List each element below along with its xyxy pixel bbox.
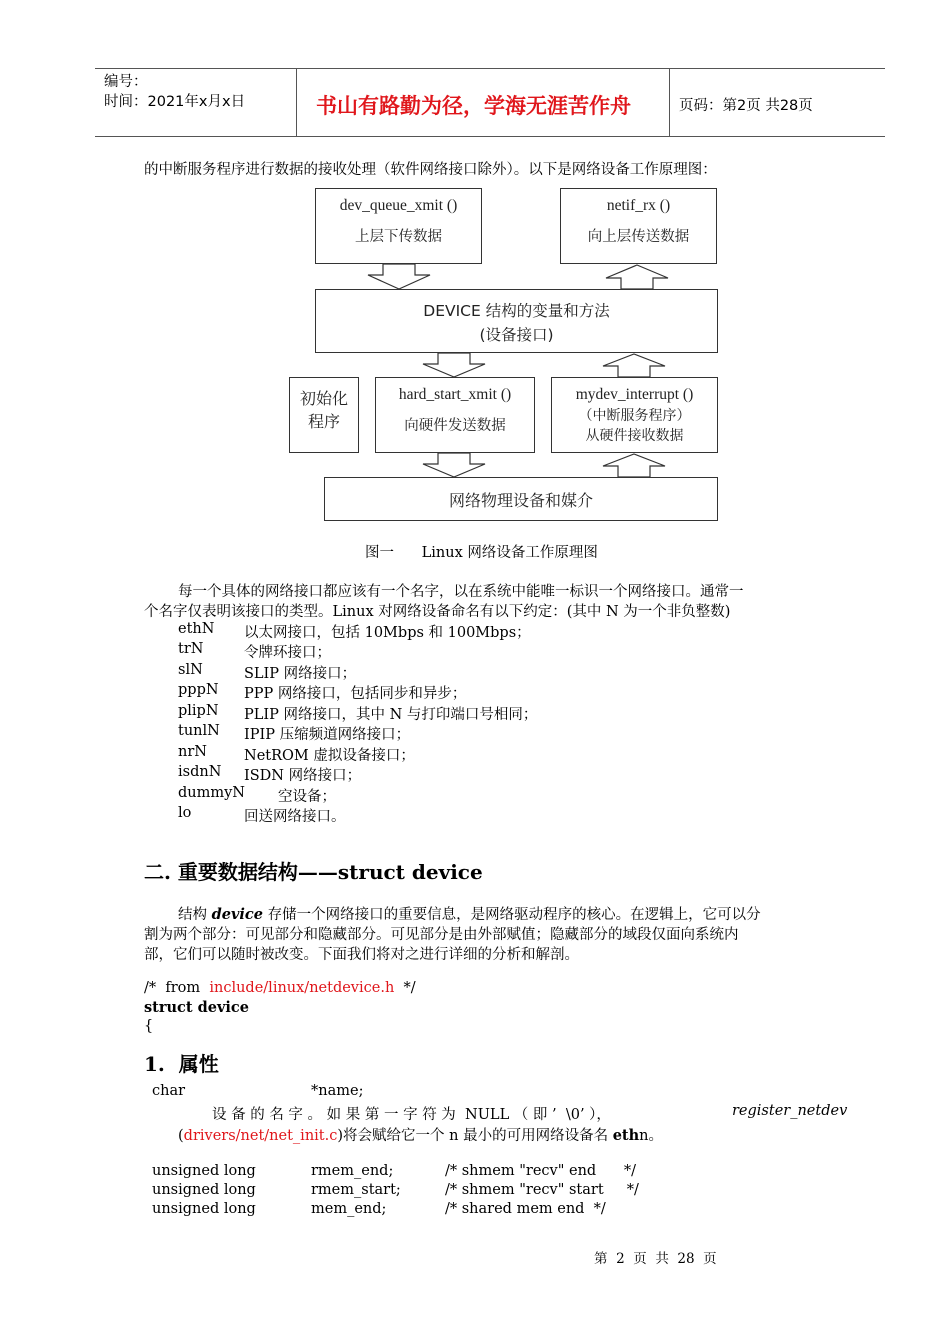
- box-netif-rx-desc: 向上层传送数据: [587, 229, 690, 245]
- header-top-rule: [95, 68, 885, 69]
- box-physical-text: 网络物理设备和媒介: [448, 491, 593, 510]
- field-name: rmem_start;: [311, 1182, 401, 1198]
- section2-title: 二. 重要数据结构——struct device: [144, 860, 483, 884]
- box-device-line1: DEVICE 结构的变量和方法: [423, 302, 610, 320]
- desc-line1: 设 备 的 名 字 。 如 果 第 一 字 符 为 NULL （ 即 ’ \0’ ），: [212, 1107, 611, 1123]
- para2-line3: 部，它们可以随时被改变。下面我们将对之进行详细的分析和解剖。: [144, 947, 579, 963]
- desc-line2-path: drivers/net/net_init.c: [183, 1128, 338, 1144]
- box-physical-device: [324, 477, 718, 521]
- box-netif-rx-fn: netif_rx (): [606, 197, 671, 214]
- para1-line1: 每一个具体的网络接口都应该有一个名字，以在系统中能唯一标识一个网络接口。通常一: [178, 584, 744, 600]
- para1-line2: 个名字仅表明该接口的类型。Linux 对网络设备命名有以下约定：(其中 N 为一个非负整数): [144, 604, 731, 620]
- box-init-line2: 程序: [307, 412, 340, 431]
- box-dev-queue-xmit: [315, 188, 482, 264]
- box-device-line2: (设备接口): [479, 326, 554, 344]
- naming-desc: 空设备；: [278, 789, 336, 805]
- desc-line2-open: (: [178, 1128, 184, 1144]
- arrow-down-3: [421, 453, 487, 478]
- naming-name: trN: [178, 641, 204, 657]
- naming-name: dummyN: [178, 785, 245, 801]
- field-comment: /* shmem "recv" start */: [445, 1182, 639, 1198]
- subsection1-title: 1. 属性: [144, 1052, 219, 1076]
- field-type: unsigned long: [152, 1163, 256, 1179]
- header-divider-left: [296, 68, 297, 136]
- para2-line1-em: device: [211, 906, 263, 923]
- code-comment: [144, 980, 416, 996]
- naming-name: nrN: [178, 744, 207, 760]
- field-comment: /* shared mem end */: [445, 1201, 606, 1217]
- arrow-up-3: [601, 453, 667, 478]
- box-hard-start-xmit: [375, 377, 535, 453]
- box-netif-rx: [560, 188, 717, 264]
- struct-decl: struct device: [144, 999, 249, 1016]
- open-brace: {: [144, 1018, 154, 1034]
- para2-line1-post: 存储一个网络接口的重要信息，是网络驱动程序的核心。在逻辑上，它可以分: [262, 907, 761, 923]
- page-footer: 第 2 页 共 28 页: [594, 1251, 717, 1267]
- para2-line1-pre: 结构: [178, 907, 212, 923]
- code-comment-post: */: [394, 980, 416, 996]
- naming-desc: 以太网接口，包括 10Mbps 和 100Mbps；: [244, 625, 531, 641]
- para2-line1: [178, 903, 761, 924]
- field-type: unsigned long: [152, 1201, 256, 1217]
- naming-desc: 令牌环接口；: [244, 645, 331, 661]
- naming-name: ethN: [178, 621, 215, 637]
- box-dev-queue-xmit-desc: 上层下传数据: [355, 229, 442, 245]
- field-name: rmem_end;: [311, 1163, 394, 1179]
- header-divider-right: [669, 68, 670, 136]
- naming-name: lo: [178, 805, 192, 821]
- naming-name: pppN: [178, 682, 219, 698]
- header-time-label: 时间：2021年x月x日: [104, 94, 246, 110]
- header-motto: 书山有路勤为径，学海无涯苦作舟: [316, 94, 631, 118]
- box-init-line1: 初始化: [299, 389, 348, 408]
- code-comment-pre: /* from: [144, 980, 210, 996]
- desc-line2-end: n。: [639, 1128, 663, 1144]
- arrow-down-1: [366, 264, 432, 290]
- naming-name: isdnN: [178, 764, 222, 780]
- box-hard-start-xmit-fn: hard_start_xmit (): [398, 386, 512, 403]
- desc-line2-mid: )将会赋给它一个 n 最小的可用网络设备名: [337, 1128, 613, 1144]
- field-char-name: *name;: [311, 1083, 364, 1099]
- box-init-program: [289, 377, 359, 453]
- intro-line: 的中断服务程序进行数据的接收处理（软件网络接口除外）。以下是网络设备工作原理图：: [144, 162, 717, 178]
- naming-desc: PPP 网络接口，包括同步和异步；: [244, 686, 467, 702]
- box-device-structure: [315, 289, 718, 353]
- field-char-type: char: [152, 1083, 186, 1099]
- naming-desc: 回送网络接口。: [244, 809, 346, 825]
- box-dev-queue-xmit-fn: dev_queue_xmit (): [339, 197, 458, 214]
- box-mydev-interrupt: [551, 377, 718, 453]
- desc-register-netdev: register_netdev: [732, 1103, 848, 1119]
- arrow-down-2: [421, 353, 487, 378]
- naming-name: plipN: [178, 703, 219, 719]
- naming-desc: PLIP 网络接口，其中 N 与打印端口号相同；: [244, 707, 538, 723]
- field-type: unsigned long: [152, 1182, 256, 1198]
- header-bottom-rule: [95, 136, 885, 137]
- code-comment-path: include/linux/netdevice.h: [209, 980, 395, 996]
- field-name: mem_end;: [311, 1201, 387, 1217]
- desc-line2: [178, 1124, 663, 1145]
- naming-desc: SLIP 网络接口；: [244, 666, 357, 682]
- naming-desc: IPIP 压缩频道网络接口；: [244, 727, 411, 743]
- box-mydev-interrupt-fn: mydev_interrupt (): [575, 386, 694, 403]
- naming-name: slN: [178, 662, 203, 678]
- arrow-up-2: [601, 353, 667, 378]
- box-mydev-interrupt-desc1: （中断服务程序）: [578, 408, 691, 424]
- naming-name: tunlN: [178, 723, 220, 739]
- field-comment: /* shmem "recv" end */: [445, 1163, 636, 1179]
- diagram-caption: 图一 Linux 网络设备工作原理图: [365, 545, 598, 561]
- header-page-label: 页码：第2页 共28页: [679, 98, 813, 114]
- box-hard-start-xmit-desc: 向硬件发送数据: [404, 418, 506, 434]
- para2-line2: 割为两个部分：可见部分和隐藏部分。可见部分是由外部赋值；隐藏部分的域段仅面向系统内: [144, 927, 739, 943]
- naming-desc: NetROM 虚拟设备接口；: [244, 748, 415, 764]
- desc-line2-bold: eth: [612, 1127, 640, 1144]
- box-mydev-interrupt-desc2: 从硬件接收数据: [585, 428, 684, 444]
- naming-desc: ISDN 网络接口；: [244, 768, 362, 784]
- arrow-up-1: [604, 264, 670, 290]
- header-number-label: 编号：: [104, 74, 148, 90]
